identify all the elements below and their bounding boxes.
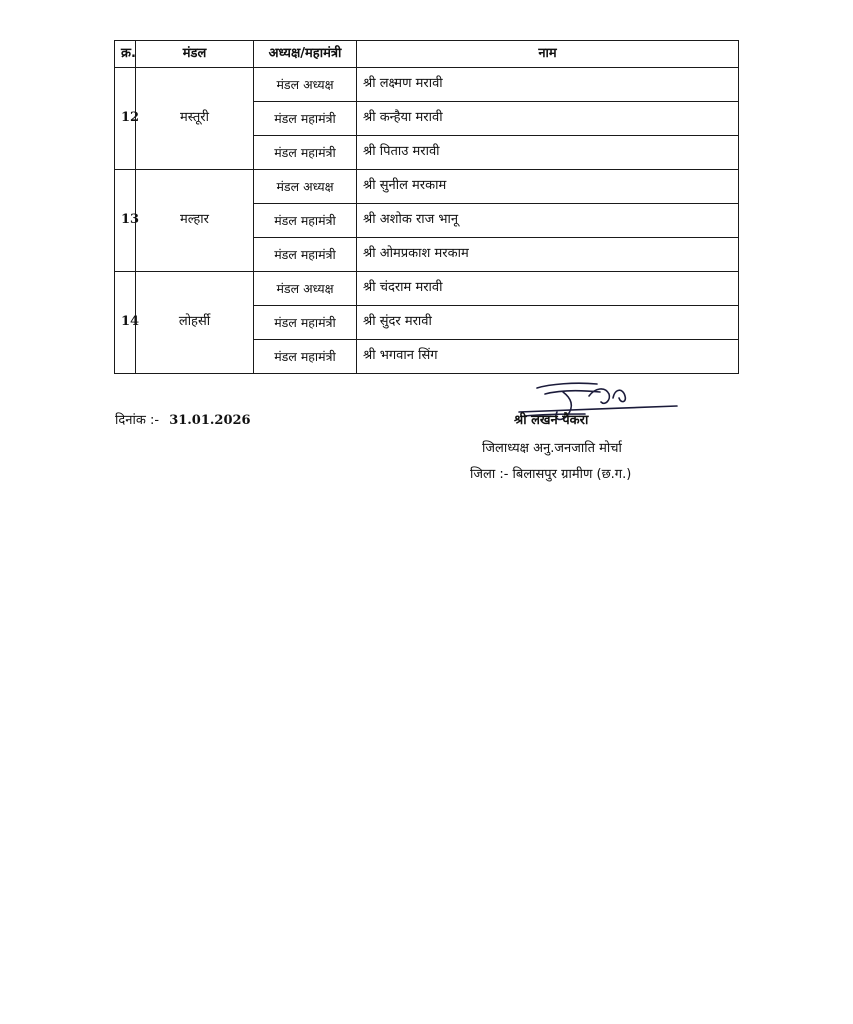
post-cell: मंडल महामंत्री xyxy=(254,340,357,374)
name-cell: श्री पिताउ मरावी xyxy=(357,136,739,170)
mandal-name: लोहर्सी xyxy=(136,272,254,374)
post-cell: मंडल महामंत्री xyxy=(254,238,357,272)
date-line xyxy=(115,410,251,428)
name-cell: श्री भगवान सिंग xyxy=(357,340,739,374)
signer-name: श्री लखन पैकरा xyxy=(514,413,589,428)
serial-number: 12 xyxy=(115,68,136,170)
date-value: 31.01.2026 xyxy=(169,413,251,428)
signer-designation: जिलाध्यक्ष अनु.जनजाति मोर्चा xyxy=(482,441,622,456)
table-header-row xyxy=(115,41,739,68)
header-sr: क्र. xyxy=(115,41,136,68)
signature-block xyxy=(462,410,672,482)
date-label: दिनांक :- xyxy=(115,413,160,428)
name-cell: श्री चंदराम मरावी xyxy=(357,272,739,306)
name-cell: श्री लक्ष्मण मरावी xyxy=(357,68,739,102)
table-row xyxy=(115,170,739,204)
post-cell: मंडल अध्यक्ष xyxy=(254,272,357,306)
mandal-name: मस्तूरी xyxy=(136,68,254,170)
serial-number: 13 xyxy=(115,170,136,272)
mandal-name: मल्हार xyxy=(136,170,254,272)
name-cell: श्री अशोक राज भानू xyxy=(357,204,739,238)
name-cell: श्री सुंदर मरावी xyxy=(357,306,739,340)
post-cell: मंडल महामंत्री xyxy=(254,102,357,136)
name-cell: श्री सुनील मरकाम xyxy=(357,170,739,204)
post-cell: मंडल अध्यक्ष xyxy=(254,170,357,204)
post-cell: मंडल महामंत्री xyxy=(254,204,357,238)
header-post: अध्यक्ष/महामंत्री xyxy=(254,41,357,68)
name-cell: श्री कन्हैया मरावी xyxy=(357,102,739,136)
table-row xyxy=(115,68,739,102)
post-cell: मंडल महामंत्री xyxy=(254,306,357,340)
post-cell: मंडल अध्यक्ष xyxy=(254,68,357,102)
signer-district: जिला :- बिलासपुर ग्रामीण (छ.ग.) xyxy=(470,467,632,482)
header-name: नाम xyxy=(357,41,739,68)
name-cell: श्री ओमप्रकाश मरकाम xyxy=(357,238,739,272)
table-row xyxy=(115,272,739,306)
serial-number: 14 xyxy=(115,272,136,374)
header-mandal: मंडल xyxy=(136,41,254,68)
mandal-office-bearers-table xyxy=(114,40,739,374)
post-cell: मंडल महामंत्री xyxy=(254,136,357,170)
